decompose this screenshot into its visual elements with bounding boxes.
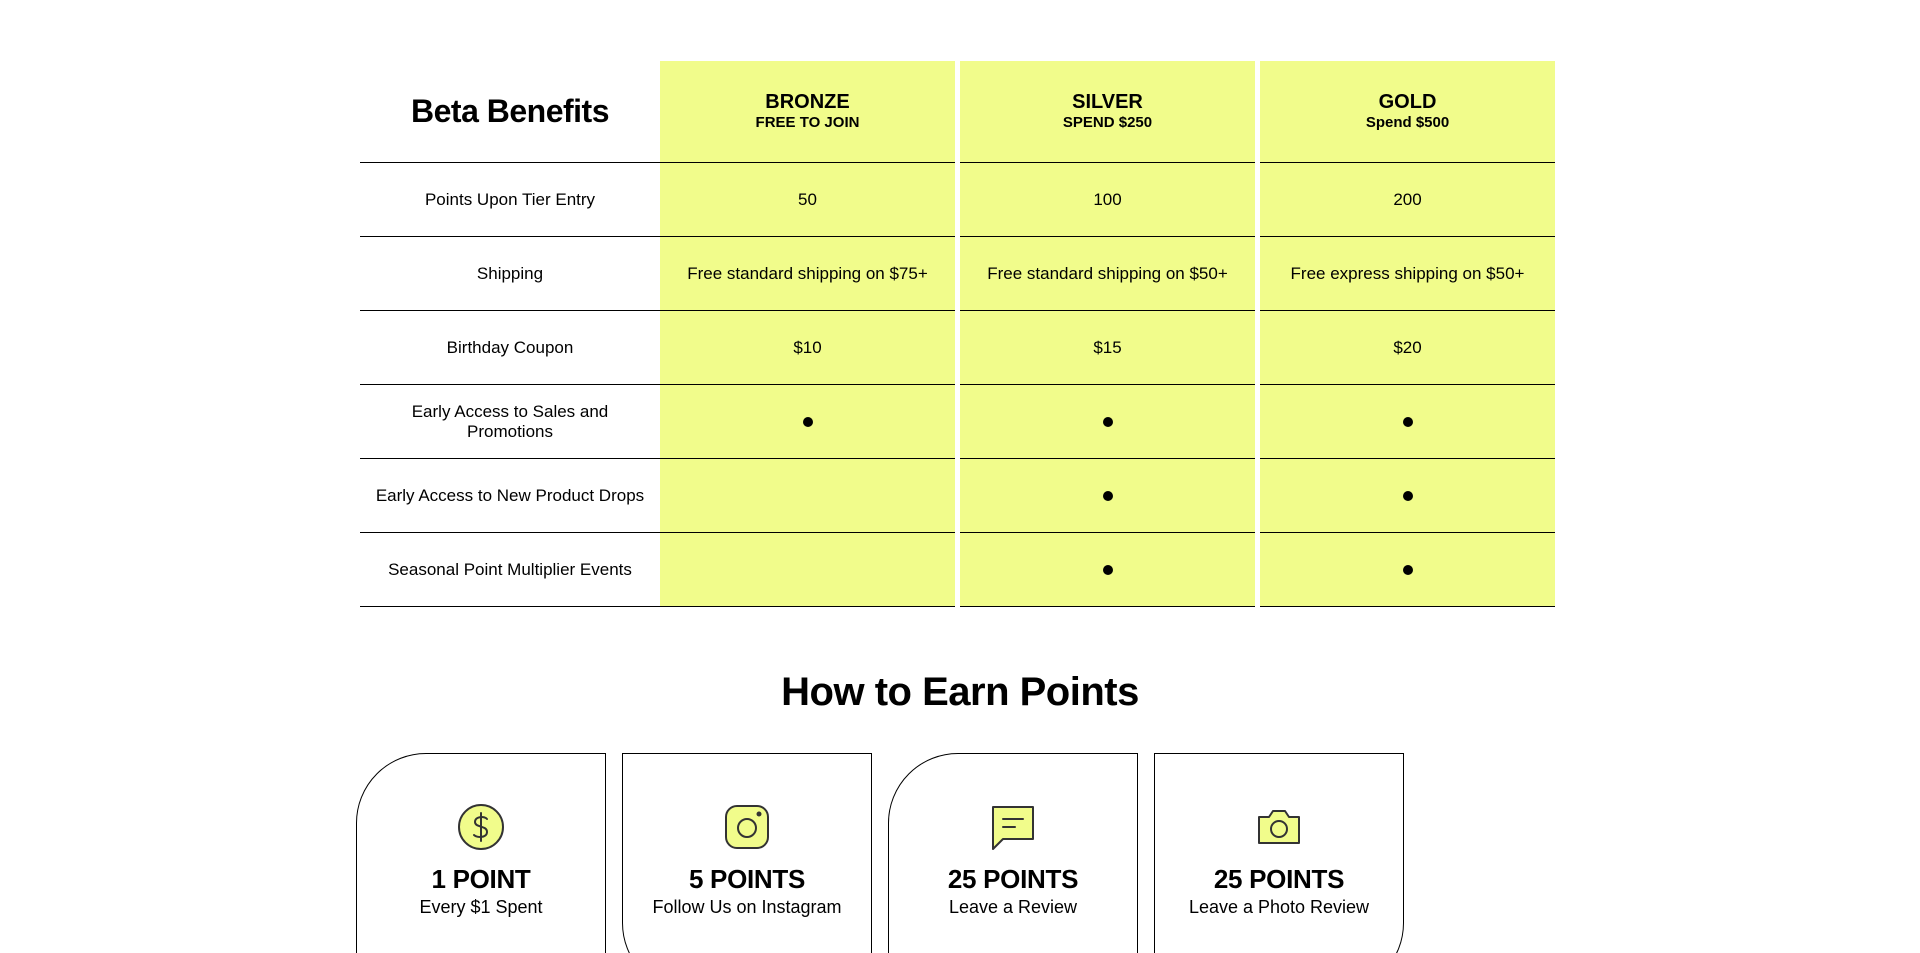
card-description: Follow Us on Instagram <box>652 897 842 917</box>
benefit-label: Points Upon Tier Entry <box>360 163 660 237</box>
included-dot-icon <box>1103 565 1113 575</box>
instagram-icon <box>722 802 772 852</box>
earn-card-instagram <box>622 753 872 953</box>
tier-header-bronze <box>660 61 955 163</box>
benefit-included <box>1260 459 1555 533</box>
benefit-included <box>1260 385 1555 459</box>
benefit-row-early-access-drops <box>360 459 1556 533</box>
benefit-label: Early Access to Sales and Promotions <box>360 385 660 459</box>
card-points: 1 POINT <box>431 864 531 894</box>
benefit-label: Shipping <box>360 237 660 311</box>
benefits-header-row <box>360 61 1556 163</box>
benefit-value: Free standard shipping on $75+ <box>660 237 955 311</box>
benefit-included <box>660 459 955 533</box>
tier-requirement: SPEND $250 <box>1062 114 1153 132</box>
benefit-included <box>660 385 955 459</box>
benefit-row-shipping <box>360 237 1556 311</box>
included-dot-icon <box>1403 417 1413 427</box>
benefits-title: Beta Benefits <box>360 61 660 163</box>
benefit-included <box>960 385 1255 459</box>
benefit-included <box>660 533 955 607</box>
tier-name: GOLD <box>1378 91 1437 114</box>
benefit-value: Free express shipping on $50+ <box>1260 237 1555 311</box>
card-points: 25 POINTS <box>1213 864 1345 894</box>
tier-header-silver <box>960 61 1255 163</box>
benefit-row-seasonal-multiplier <box>360 533 1556 607</box>
benefit-value: $20 <box>1260 311 1555 385</box>
earn-card-purchase <box>356 753 606 953</box>
included-dot-icon <box>1103 491 1113 501</box>
benefit-included <box>1260 533 1555 607</box>
benefit-row-early-access-sales <box>360 385 1556 459</box>
tier-name: BRONZE <box>765 91 850 114</box>
camera-icon <box>1254 802 1304 852</box>
dollar-coin-icon <box>456 802 506 852</box>
review-bubble-icon <box>988 802 1038 852</box>
benefit-label: Birthday Coupon <box>360 311 660 385</box>
benefit-value: 50 <box>660 163 955 237</box>
card-points: 5 POINTS <box>688 864 806 894</box>
card-points: 25 POINTS <box>947 864 1079 894</box>
benefit-included <box>960 459 1255 533</box>
card-description: Leave a Review <box>948 897 1078 917</box>
included-dot-icon <box>1403 491 1413 501</box>
benefit-row-points-entry <box>360 163 1556 237</box>
benefit-label: Seasonal Point Multiplier Events <box>360 533 660 607</box>
tier-requirement: FREE TO JOIN <box>755 114 860 132</box>
benefit-value: $15 <box>960 311 1255 385</box>
benefit-label: Early Access to New Product Drops <box>360 459 660 533</box>
included-dot-icon <box>1103 417 1113 427</box>
included-dot-icon <box>803 417 813 427</box>
benefit-value: Free standard shipping on $50+ <box>960 237 1255 311</box>
earn-card-review <box>888 753 1138 953</box>
card-description: Every $1 Spent <box>419 897 543 917</box>
tier-requirement: Spend $500 <box>1365 114 1450 132</box>
benefit-included <box>960 533 1255 607</box>
earn-section-title: How to Earn Points <box>781 670 1139 714</box>
benefit-value: $10 <box>660 311 955 385</box>
benefit-row-birthday-coupon <box>360 311 1556 385</box>
benefit-value: 200 <box>1260 163 1555 237</box>
earn-card-photo-review <box>1154 753 1404 953</box>
earn-cards <box>356 753 1420 953</box>
tier-name: SILVER <box>1072 91 1143 114</box>
benefits-table <box>360 61 1556 607</box>
benefit-value: 100 <box>960 163 1255 237</box>
included-dot-icon <box>1403 565 1413 575</box>
card-description: Leave a Photo Review <box>1188 897 1370 917</box>
tier-header-gold <box>1260 61 1555 163</box>
